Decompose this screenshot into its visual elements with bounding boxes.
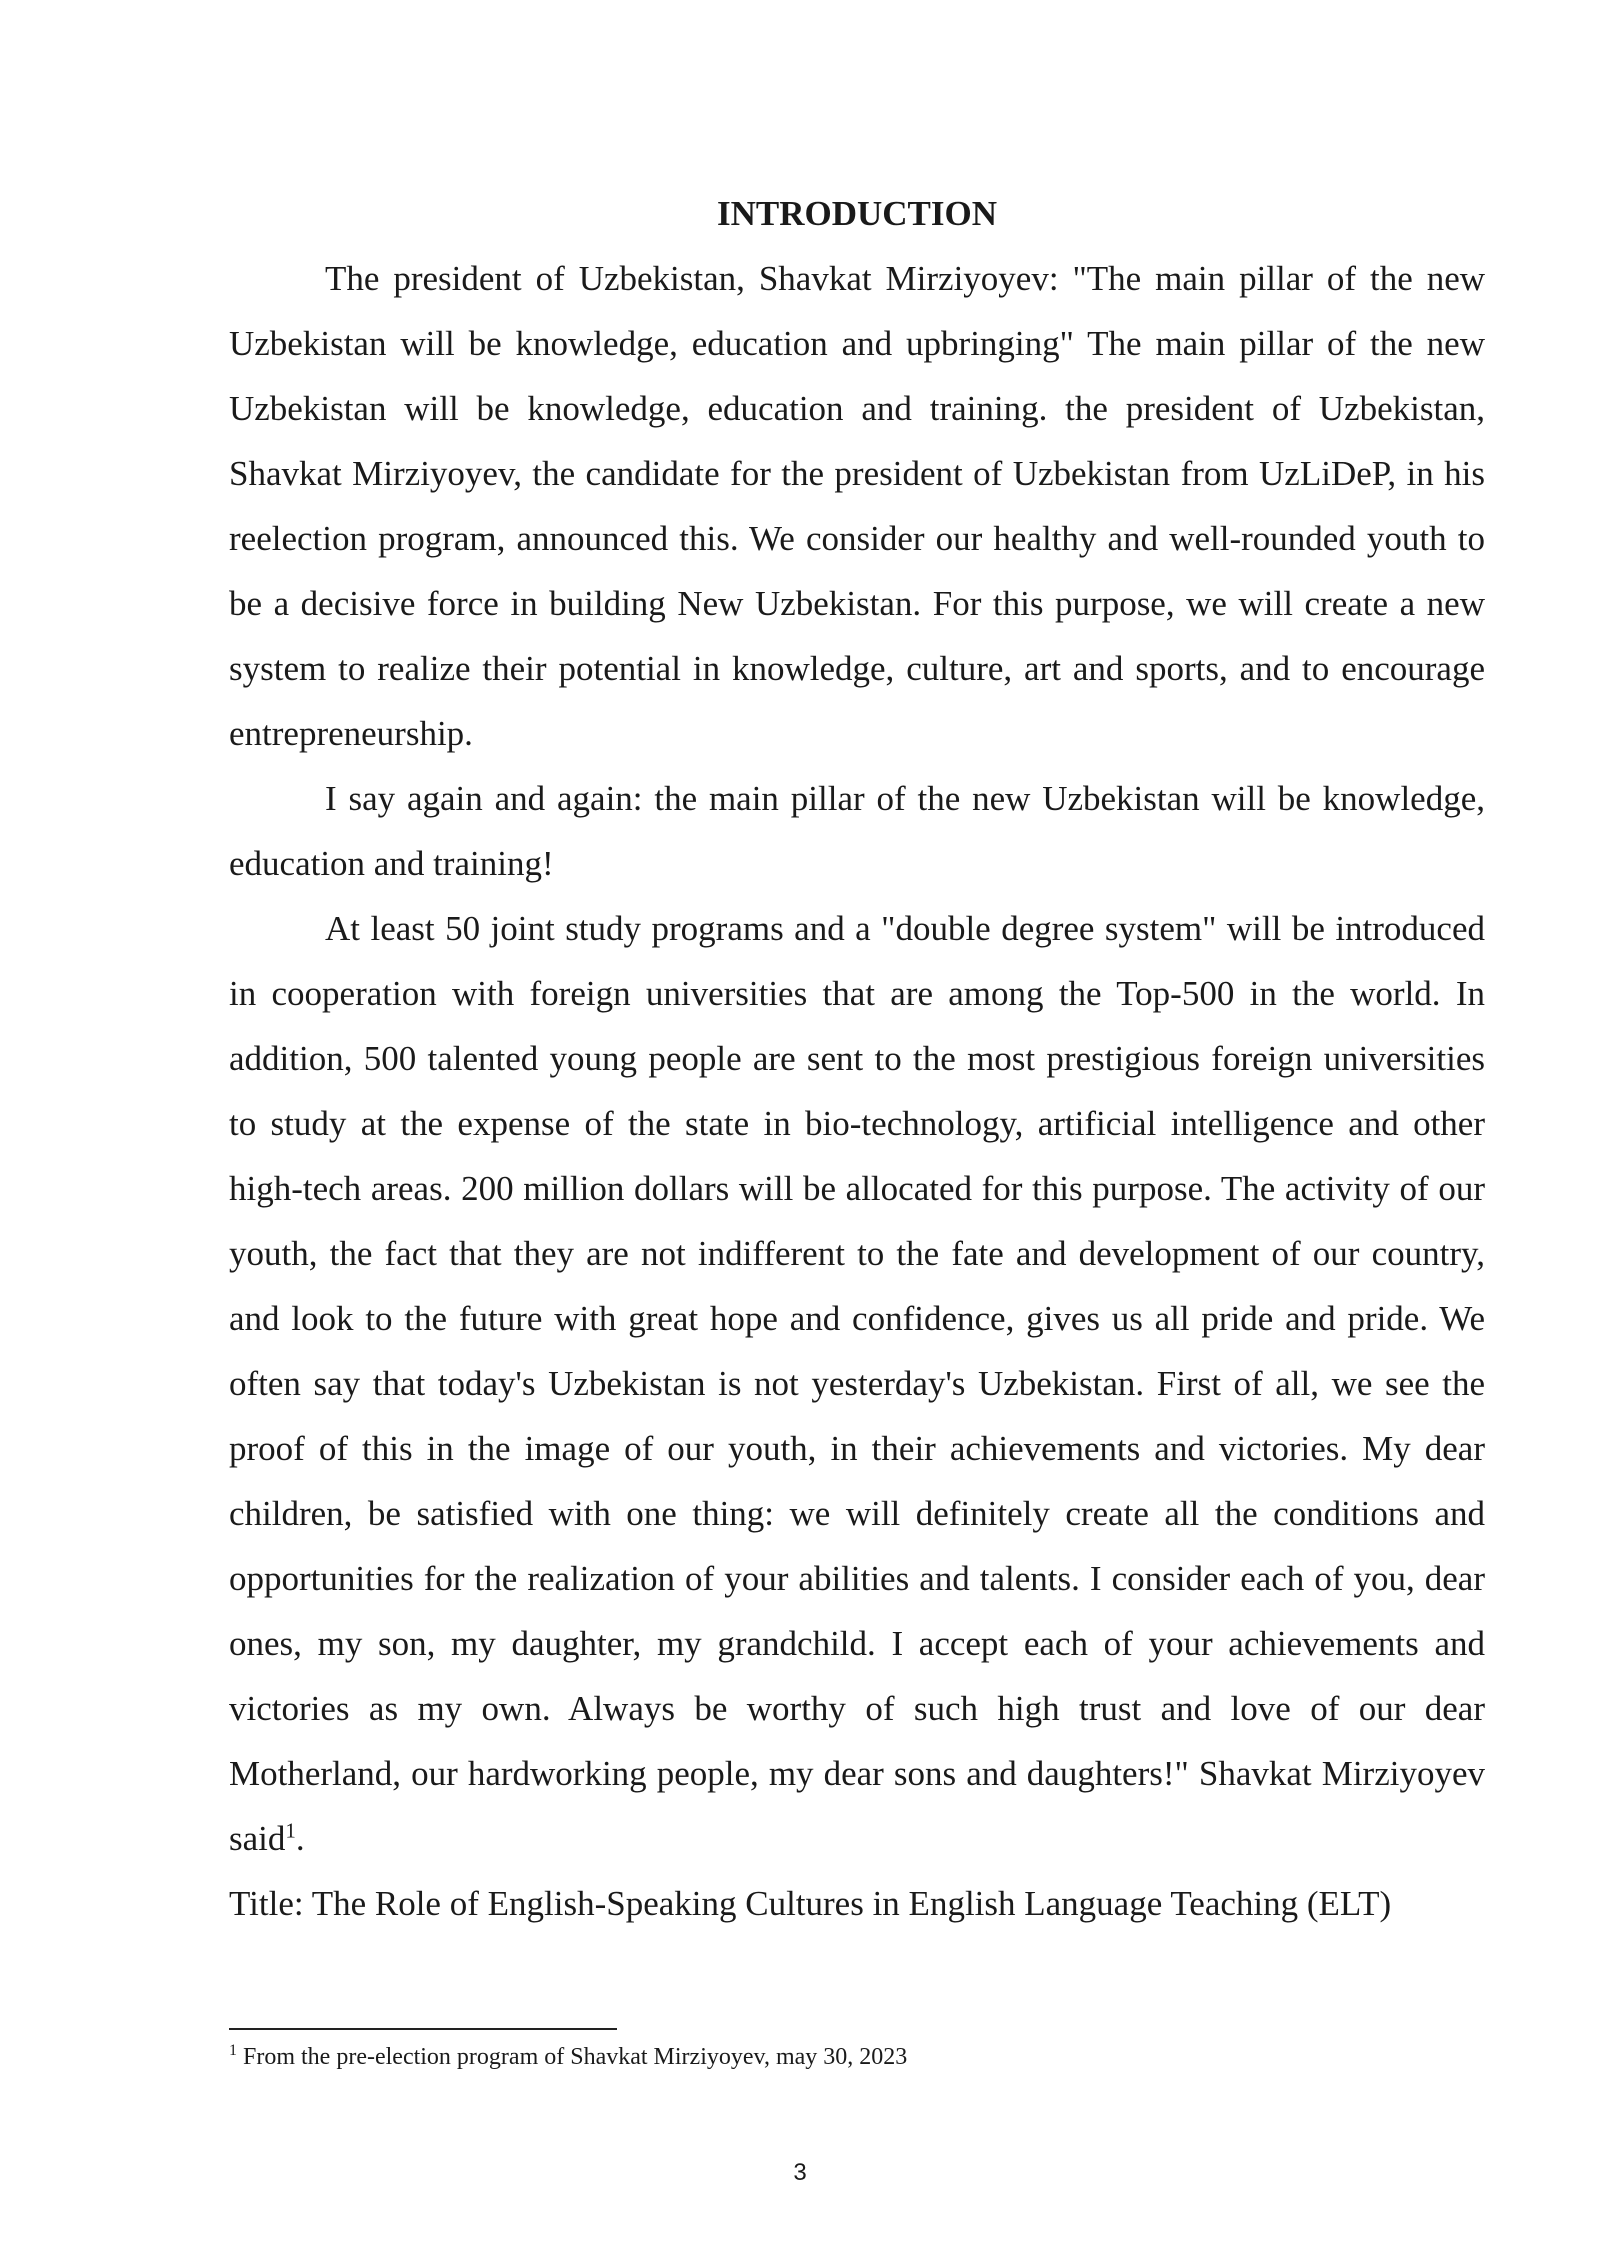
footnote-separator [229, 2028, 617, 2030]
page-heading: INTRODUCTION [716, 194, 998, 233]
paragraph-president-quote: The president of Uzbekistan, Shavkat Mirziyoyev: "The main pillar of the new Uzbekistan will be knowledge, education and upbringing" The main pillar of the new Uzbekistan will be knowledge, education and training. the president of Uzbekistan, Shavkat Mirziyoyev, the candidate for the president of Uzbekistan from UzLiDeP, in his reelection program, announced this. We consider our healthy and well-rounded youth to be a decisive force in building New Uzbekistan. For this purpose, we will create a new system to realize their potential in knowledge, culture, art and sports, and to encourage entrepreneurship. [229, 259, 1485, 753]
paragraph-end-period: . [295, 1819, 305, 1858]
page-number: 3 [793, 2159, 807, 2186]
paragraph-main-pillar: I say again and again: the main pillar of the new Uzbekistan will be knowledge, education and training! [229, 779, 1485, 883]
body-text [229, 246, 1485, 1936]
footnote-reference[interactable]: 1 [285, 1818, 296, 1843]
footnote-marker: 1 [229, 2042, 237, 2059]
paragraph-study-programs-text: At least 50 joint study programs and a "double degree system" will be introduced in cooperation with foreign universities that are among the Top-500 in the world. In addition, 500 talented young people are sent to the most prestigious foreign universities to study at the expense of the state in bio-technology, artificial intelligence and other high-tech areas. 200 million dollars will be allocated for this purpose. The activity of our youth, the fact that they are not indifferent to the fate and development of our country, and look to the future with great hope and confidence, gives us all pride and pride. We often say that today's Uzbekistan is not yesterday's Uzbekistan. First of all, we see the proof of this in the image of our youth, in their achievements and victories. My dear children, be satisfied with one thing: we will definitely create all the conditions and opportunities for the realization of your abilities and talents. I consider each of you, dear ones, my son, my daughter, my grandchild. I accept each of your achievements and victories as my own. Always be worthy of such high trust and love of our dear Motherland, our hardworking people, my dear sons and daughters!" Shavkat Mirziyoyev said [229, 909, 1485, 1858]
paragraph-study-programs [229, 896, 1485, 1871]
footnote-text: From the pre-election program of Shavkat Mirziyoyev, may 30, 2023 [237, 2044, 908, 2070]
footnote [229, 2040, 1485, 2074]
paragraph-title-line: Title: The Role of English-Speaking Cultures in English Language Teaching (ELT) [229, 1884, 1392, 1923]
